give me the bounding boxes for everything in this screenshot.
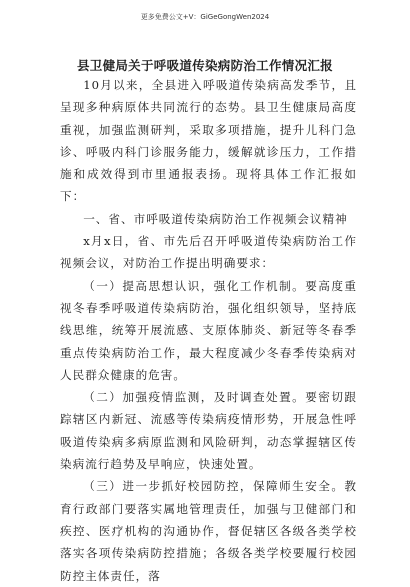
paragraph-intro: 10月以来，全县进入呼吸道传染病高发季节，且呈现多种病原体共同流行的态势。县卫生健康局高度重视，加强监测研判，采取多项措施，提升儿科门急诊、呼吸内科门诊服务能力，缓解就诊压力，工作措施和成效得到市里通报表扬。现将具体工作汇报如下： [60,78,357,204]
document-body [60,74,357,587]
document-title: 县卫健局关于呼吸道传染病防治工作情况汇报 [76,58,333,73]
paragraph-item-2: （二）加强疫情监测，及时调查处置。要密切跟踪辖区内新冠、流感等传染病疫情形势，开展急性呼吸道传染病多病原监测和风险研判，动态掌握辖区传染病流行趋势及早响应，快速处置。 [60,390,357,472]
section-heading-1: 一、省、市呼吸道传染病防治工作视频会议精神 [83,211,348,226]
paragraph-item-1: （一）提高思想认识，强化工作机制。要高度重视冬春季呼吸道传染病防治，强化组织领导，坚持底线思维，统筹开展流感、支原体肺炎、新冠等冬春季重点传染病防治工作，最大程度减少冬春季传染病对人民群众健康的危害。 [60,278,357,382]
paragraph-item-3: （三）进一步抓好校园防控，保障师生安全。教育行政部门要落实属地管理责任，加强与卫健部门和疾控、医疗机构的沟通协作，督促辖区各级各类学校落实各项传染病防控措施；各级各类学校要履行校园防控主体责任，落 [60,479,357,583]
paragraph-meeting: x月x日，省、市先后召开呼吸道传染病防治工作视频会议，对防治工作提出明确要求： [60,234,357,271]
header-note: 更多免费公文+V：GiGeGongWen2024 [140,13,270,21]
